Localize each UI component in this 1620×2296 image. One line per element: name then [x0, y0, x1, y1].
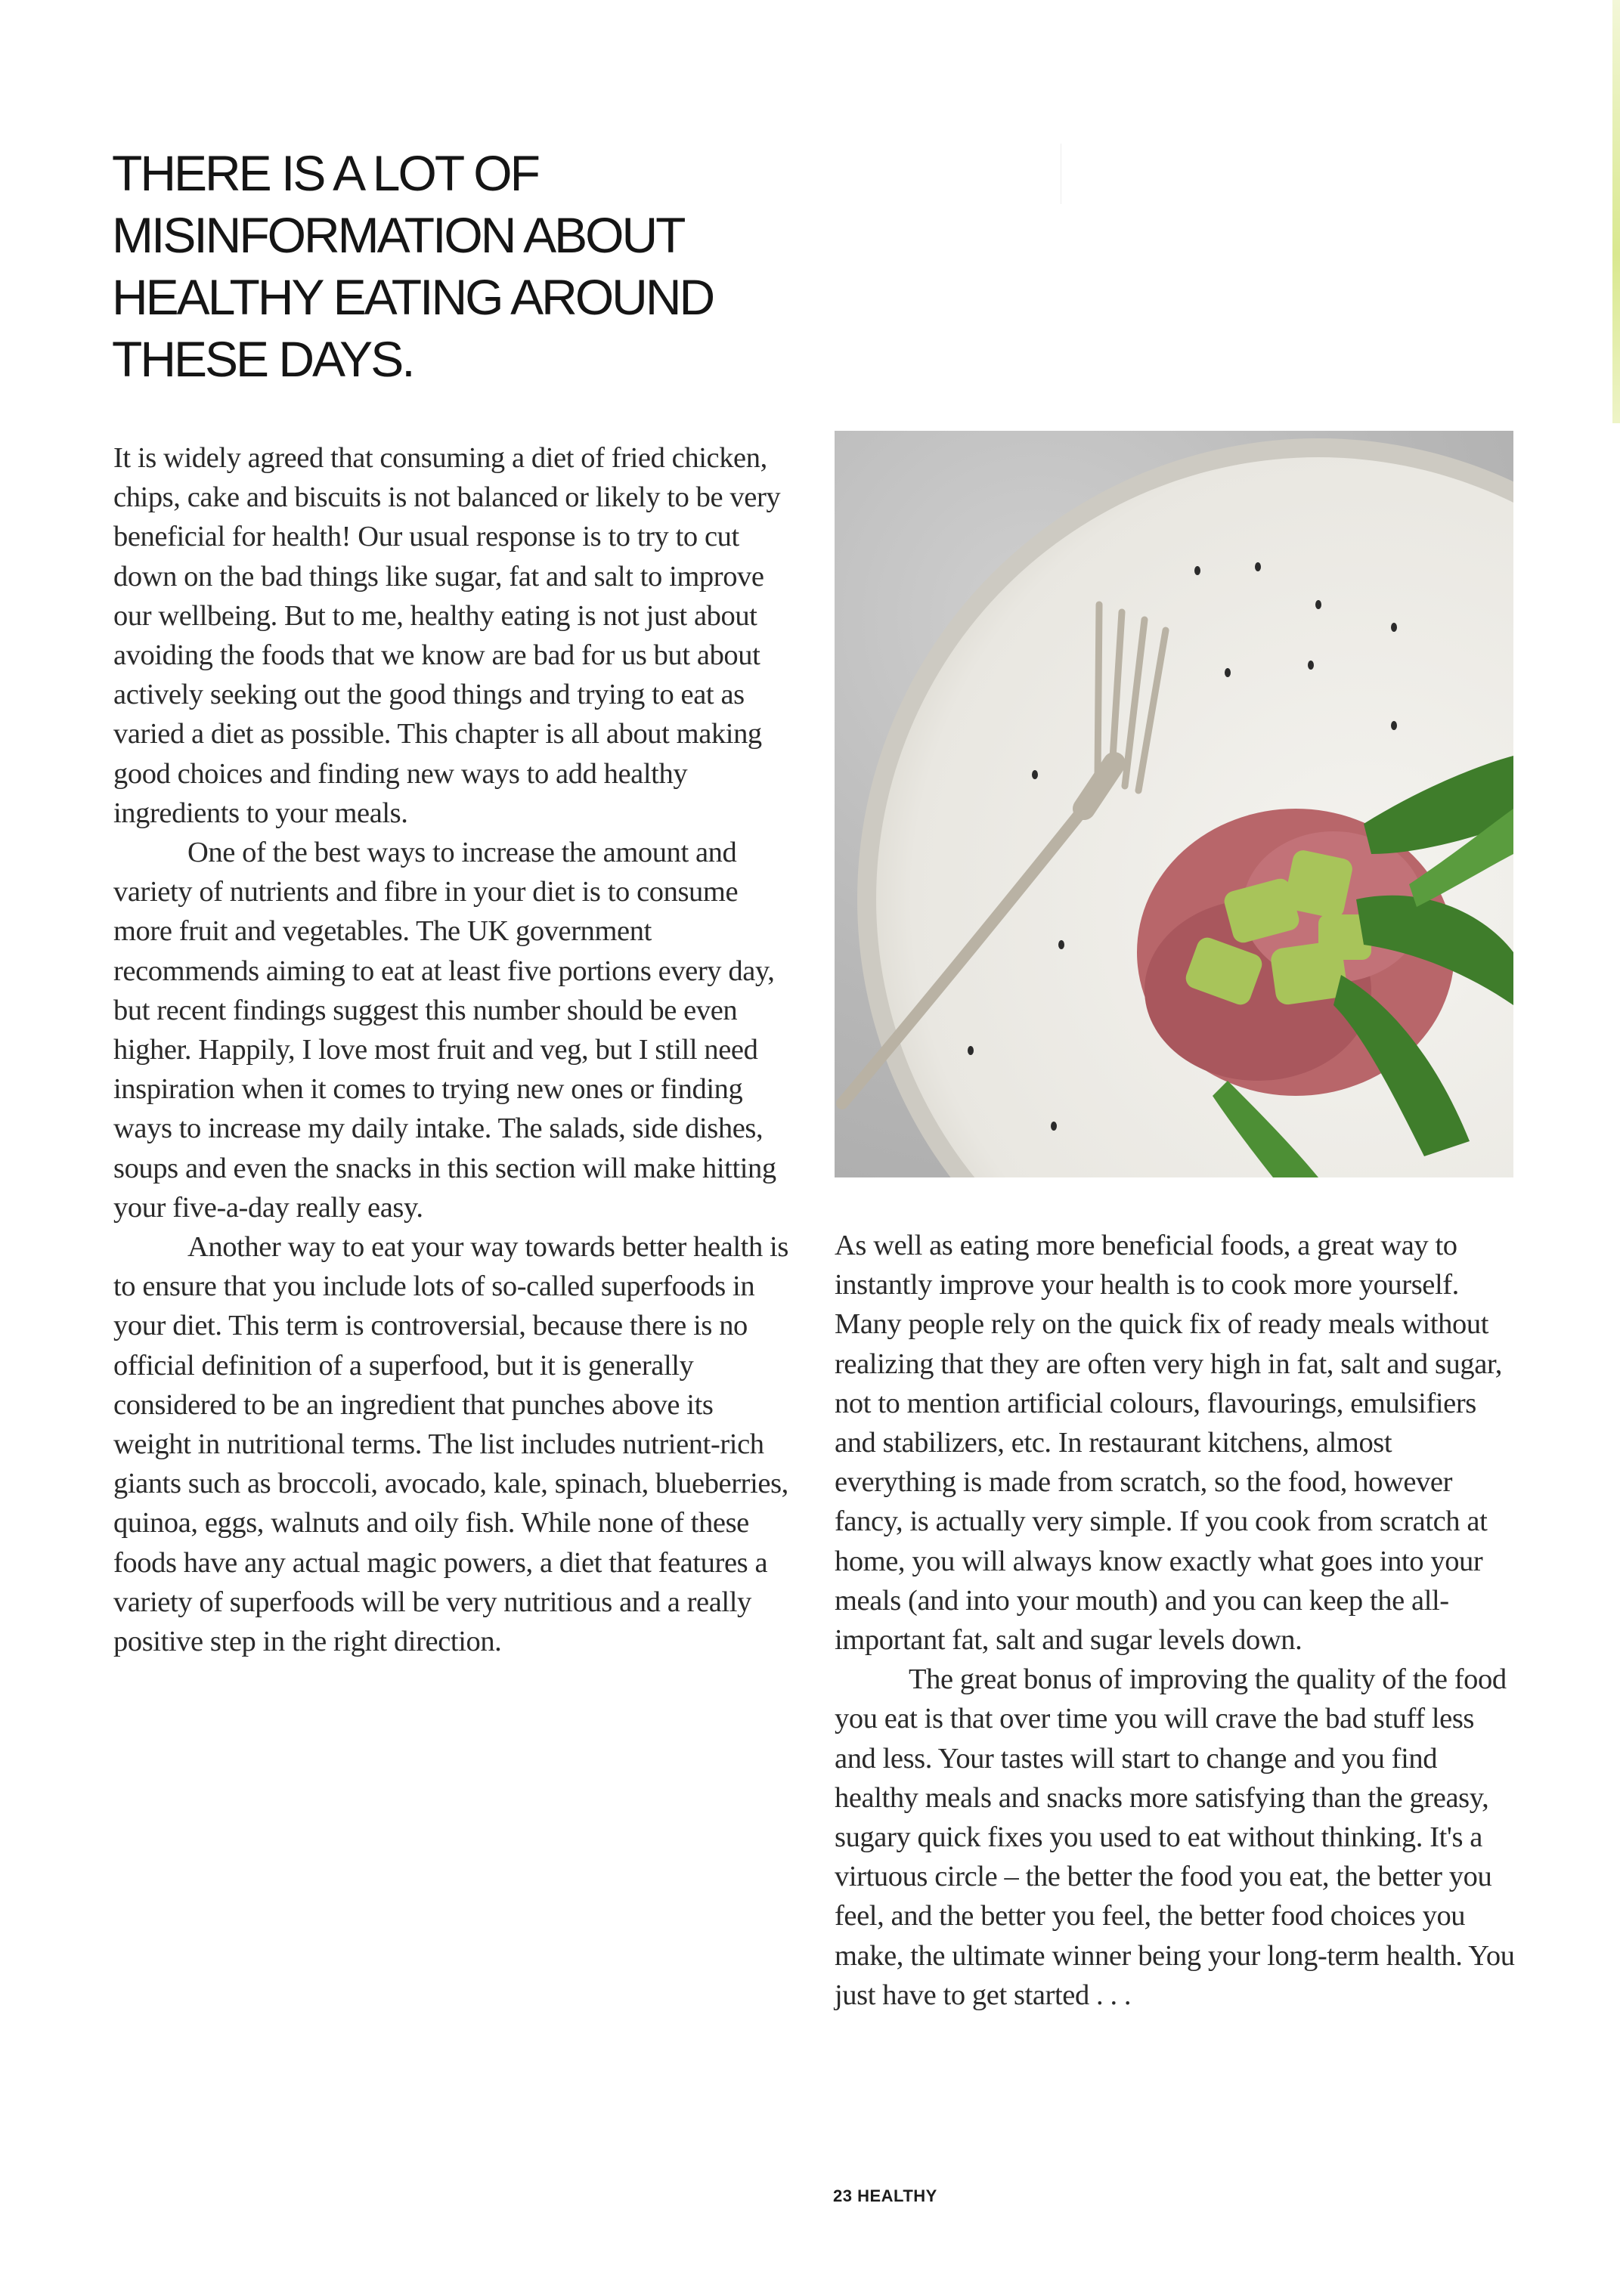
tuna-tartare-plate-illustration [835, 431, 1513, 1177]
chapter-headline: THERE IS A LOT OF MISINFORMATION ABOUT HEALTHY EATING AROUND THESE DAYS. [112, 145, 714, 387]
body-paragraph: It is widely agreed that consuming a diet of fried chicken, chips, cake and biscuits is not balanced or likely to be very beneficial for health! Our usual response is to try to cut down on the bad things like sugar, fat and salt to improve our wellbeing. But to me, healthy eating is not just about avoiding the foods that we know are bad for us but about actively seeking out the good things and trying to eat as varied a diet as possible. This chapter is all about making good choices and finding new ways to add healthy ingredients to your meals. [113, 442, 781, 829]
right-text-column [835, 1226, 1519, 2015]
page-edge-tab [1612, 0, 1620, 423]
left-text-column [113, 438, 798, 1661]
food-photo [835, 431, 1513, 1177]
body-paragraph: As well as eating more beneficial foods, a great way to instantly improve your health is to cook more yourself. Many people rely on the quick fix of ready meals without realizing that they are often very high in fat, salt and sugar, not to mention artificial colours, flavourings, emulsifiers and stabilizers, etc. In restaurant kitchens, almost everything is made from scratch, so the food, however fancy, is actually very simple. If you cook from scratch at home, you will always know exactly what goes into your meals (and into your mouth) and you can keep the all-important fat, salt and sugar levels down. [835, 1230, 1503, 1657]
body-paragraph: Another way to eat your way towards better health is to ensure that you include lots of so-called superfoods in your diet. This term is controversial, because there is no official definition of a superfood, but it is generally considered to be an ingredient that punches above its weight in nutritional terms. The list includes nutrient-rich giants such as broccoli, avocado, kale, spinach, blueberries, quinoa, eggs, walnuts and oily fish. While none of these foods have any actual magic powers, a diet that features a variety of superfoods will be very nutritious and a really positive step in the right direction. [113, 1231, 788, 1658]
page-folio: 23 HEALTHY [833, 2186, 937, 2205]
body-paragraph: One of the best ways to increase the amount and variety of nutrients and fibre in your diet is to consume more fruit and vegetables. The UK government recommends aiming to eat at least five portions every day, but recent findings suggest this number should be even higher. Happily, I love most fruit and veg, but I still need inspiration when it comes to trying new ones or finding ways to increase my daily intake. The salads, side dishes, soups and even the snacks in this section will make hitting your five-a-day really easy. [113, 837, 776, 1224]
body-paragraph: The great bonus of improving the quality of the food you eat is that over time you will crave the bad stuff less and less. Your tastes will start to change and you find healthy meals and snacks more satisfying than the greasy, sugary quick fixes you used to eat without thinking. It's a virtuous circle – the better the food you eat, the better you feel, and the better you feel, the better food choices you make, the ultimate winner being your long-term health. You just have to get started . . . [835, 1663, 1515, 2011]
